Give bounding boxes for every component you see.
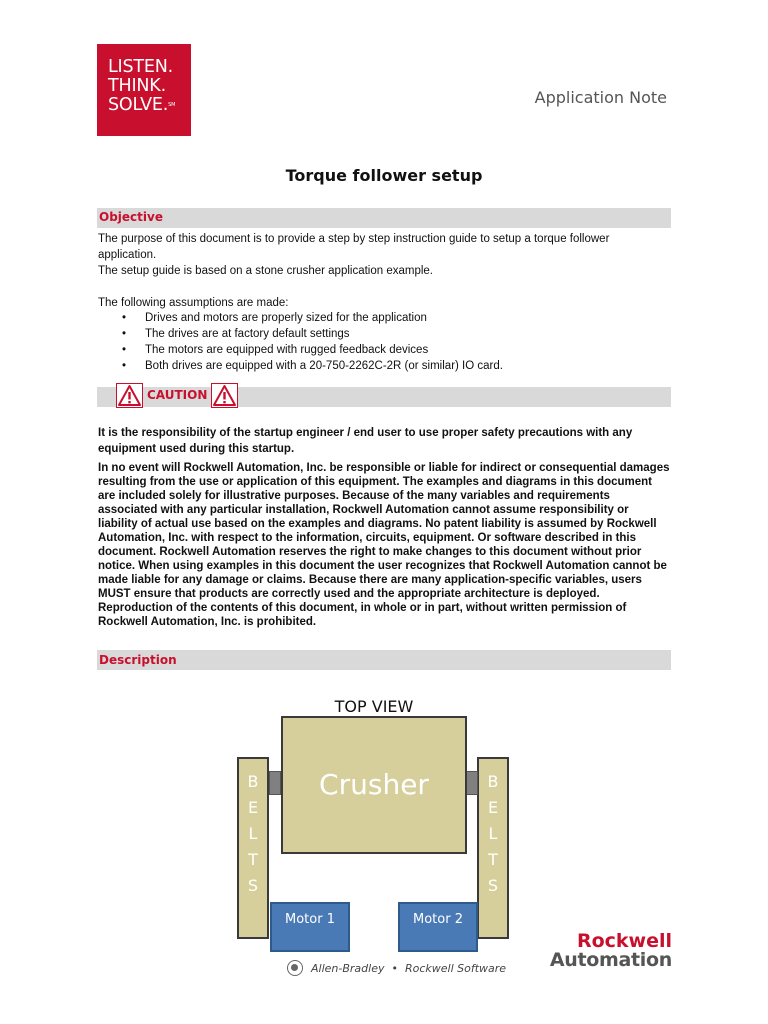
caution-section-bar bbox=[97, 387, 671, 407]
page-title: Torque follower setup bbox=[285, 166, 483, 185]
motor-1-box bbox=[270, 902, 350, 952]
left-belt-label bbox=[239, 769, 267, 899]
footer-brand-2: Rockwell Software bbox=[404, 961, 507, 975]
objective-section-bar bbox=[97, 208, 671, 228]
logo-line-3-text: SOLVE. bbox=[108, 95, 169, 115]
bullet-glyph: • bbox=[122, 344, 127, 356]
rockwell-automation-logo bbox=[524, 932, 672, 970]
belt-letter: S bbox=[487, 876, 499, 895]
list-item-text: Both drives are equipped with a 20-750-2262C-2R (or similar) IO card. bbox=[145, 360, 503, 372]
logo-service-mark: SM bbox=[168, 102, 176, 108]
motor-2-label: Motor 2 bbox=[413, 912, 463, 927]
caution-label: CAUTION bbox=[147, 388, 208, 402]
assumptions-list bbox=[98, 310, 668, 374]
list-item bbox=[98, 342, 668, 358]
left-belt bbox=[237, 757, 269, 939]
belt-letter: E bbox=[487, 798, 499, 817]
motor-2-box bbox=[398, 902, 478, 952]
crusher-label: Crusher bbox=[319, 768, 429, 801]
footer-brand-1: Allen-Bradley bbox=[311, 961, 385, 975]
document-type-label: Application Note bbox=[534, 88, 667, 107]
bullet-glyph: • bbox=[122, 312, 127, 324]
warning-triangle-icon bbox=[211, 383, 238, 408]
belt-letter: L bbox=[248, 824, 258, 843]
list-item-text: The motors are equipped with rugged feedback devices bbox=[145, 344, 429, 356]
caution-paragraph-1: It is the responsibility of the startup engineer / end user to use proper safety precautions with any equipment used during this startup. bbox=[98, 427, 633, 455]
caution-paragraph-2: In no event will Rockwell Automation, Inc. be responsible or liable for indirect or consequential damages resulting from the use or application of this equipment. The examples and diagrams in this document are included solely for illustrative purposes. Because of the many variables and requirements associated with any particular installation, Rockwell Automation cannot assume responsibility or liability of actual use based on the examples and diagrams. No patent liability is assumed by Rockwell Automation, Inc. with respect to the information, circuits, equipment. Or software described in this document. Rockwell Automation reserves the right to make changes to this document without prior notice. When using examples in this document the user recognizes that Rockwell Automation cannot be made liable for any damage or claims. Because there are many application-specific variables, users MUST ensure that products are correctly used and the appropriate architecture is deployed. Reproduction of the contents of this document, in whole or in part, without written permission of Rockwell Automation, Inc. is prohibited. bbox=[98, 462, 670, 628]
footer-separator: • bbox=[391, 961, 398, 975]
list-item-text: Drives and motors are properly sized for the application bbox=[145, 312, 427, 324]
warning-triangle-icon bbox=[116, 383, 143, 408]
objective-paragraph-1: The purpose of this document is to provide a step by step instruction guide to setup a torque follower application. bbox=[98, 233, 610, 261]
allen-bradley-badge-icon bbox=[287, 960, 303, 976]
footer-brands bbox=[287, 960, 506, 976]
logo-line-2: THINK. bbox=[108, 76, 166, 96]
bullet-glyph: • bbox=[122, 328, 127, 340]
objective-heading: Objective bbox=[99, 210, 163, 224]
caution-banner bbox=[116, 382, 238, 408]
belt-letter: T bbox=[488, 850, 498, 869]
list-item bbox=[98, 310, 668, 326]
listen-think-solve-logo bbox=[97, 44, 191, 136]
description-section-bar bbox=[97, 650, 671, 670]
rockwell-logo-line-2: Automation bbox=[549, 949, 672, 971]
belt-letter: T bbox=[248, 850, 258, 869]
diagram-view-label: TOP VIEW bbox=[334, 697, 414, 716]
right-belt-connector bbox=[466, 771, 478, 795]
belt-letter: B bbox=[487, 772, 499, 791]
right-belt-label bbox=[479, 769, 507, 899]
belt-letter: E bbox=[247, 798, 259, 817]
list-item bbox=[98, 358, 668, 374]
belt-letter: L bbox=[488, 824, 498, 843]
belt-letter: B bbox=[247, 772, 259, 791]
logo-line-3 bbox=[108, 96, 191, 115]
rockwell-logo-line-1: Rockwell bbox=[576, 930, 672, 952]
bullet-glyph: • bbox=[122, 360, 127, 372]
motor-1-label: Motor 1 bbox=[285, 912, 335, 927]
right-belt bbox=[477, 757, 509, 939]
logo-line-1: LISTEN. bbox=[108, 57, 174, 77]
list-item-text: The drives are at factory default settings bbox=[145, 328, 350, 340]
left-belt-connector bbox=[269, 771, 281, 795]
list-item bbox=[98, 326, 668, 342]
objective-paragraph-2: The setup guide is based on a stone crusher application example. bbox=[98, 265, 433, 277]
description-heading: Description bbox=[99, 653, 177, 667]
belt-letter: S bbox=[247, 876, 259, 895]
crusher-box bbox=[281, 716, 467, 854]
objective-paragraph-3: The following assumptions are made: bbox=[98, 297, 289, 309]
